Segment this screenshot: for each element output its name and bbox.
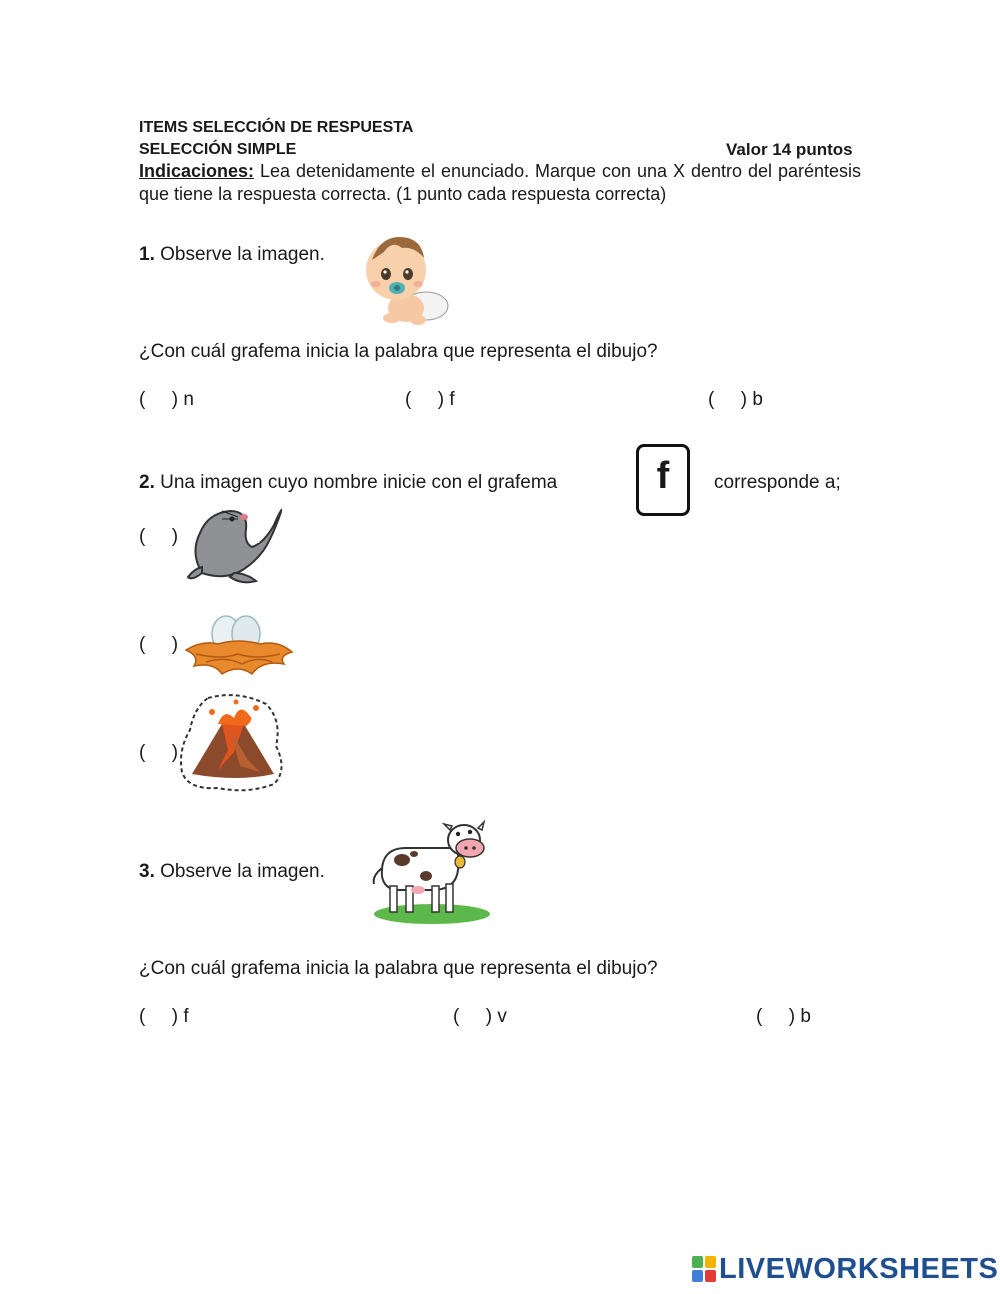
q1-option-f[interactable]: ( ) f bbox=[405, 389, 455, 410]
q3-option-b[interactable]: ( ) b bbox=[756, 1006, 811, 1027]
liveworksheets-logo-icon bbox=[692, 1256, 716, 1282]
q3-prompt bbox=[139, 860, 325, 883]
q3-option-v[interactable]: ( ) v bbox=[453, 1006, 507, 1027]
q3-prompt-text: Observe la imagen. bbox=[154, 861, 325, 882]
seal-icon bbox=[186, 503, 282, 585]
nest-icon bbox=[182, 610, 294, 678]
q2-option-nest[interactable]: ( ) bbox=[139, 634, 179, 655]
q2-prompt bbox=[139, 471, 557, 494]
q2-option-seal[interactable]: ( ) bbox=[139, 526, 179, 547]
q2-tail: corresponde a; bbox=[714, 472, 841, 493]
instructions-text: Lea detenidamente el enunciado. Marque con una X dentro del paréntesis que tiene la respuesta correcta. (1 punto cada respuesta correcta) bbox=[139, 161, 861, 204]
q1-option-n[interactable]: ( ) n bbox=[139, 389, 194, 410]
instructions-label: Indicaciones: bbox=[139, 161, 255, 181]
liveworksheets-wordmark: LIVEWORKSHEETS bbox=[719, 1252, 999, 1285]
q2-option-volcano[interactable]: ( ) bbox=[139, 742, 179, 763]
q1-option-b[interactable]: ( ) b bbox=[708, 389, 763, 410]
liveworksheets-logo[interactable] bbox=[692, 1252, 998, 1286]
q3-option-f[interactable]: ( ) f bbox=[139, 1006, 189, 1027]
instructions bbox=[139, 160, 861, 206]
q1-question: ¿Con cuál grafema inicia la palabra que representa el dibujo? bbox=[139, 341, 658, 362]
q1-prompt bbox=[139, 243, 325, 266]
grafema-box bbox=[636, 444, 690, 516]
q3-number: 3. bbox=[139, 861, 155, 882]
q1-number: 1. bbox=[139, 244, 155, 265]
grafema-letter: f bbox=[656, 455, 670, 497]
volcano-icon bbox=[178, 690, 288, 794]
q1-prompt-text: Observe la imagen. bbox=[154, 244, 325, 265]
header-subtitle: SELECCIÓN SIMPLE bbox=[139, 141, 297, 158]
q2-prompt-text: Una imagen cuyo nombre inicie con el grafema bbox=[154, 472, 558, 493]
q2-number: 2. bbox=[139, 472, 155, 493]
cow-icon bbox=[366, 818, 492, 928]
header-value: Valor 14 puntos bbox=[726, 140, 853, 159]
baby-icon bbox=[362, 228, 454, 326]
q3-question: ¿Con cuál grafema inicia la palabra que representa el dibujo? bbox=[139, 958, 658, 979]
header-title: ITEMS SELECCIÓN DE RESPUESTA bbox=[139, 119, 414, 136]
